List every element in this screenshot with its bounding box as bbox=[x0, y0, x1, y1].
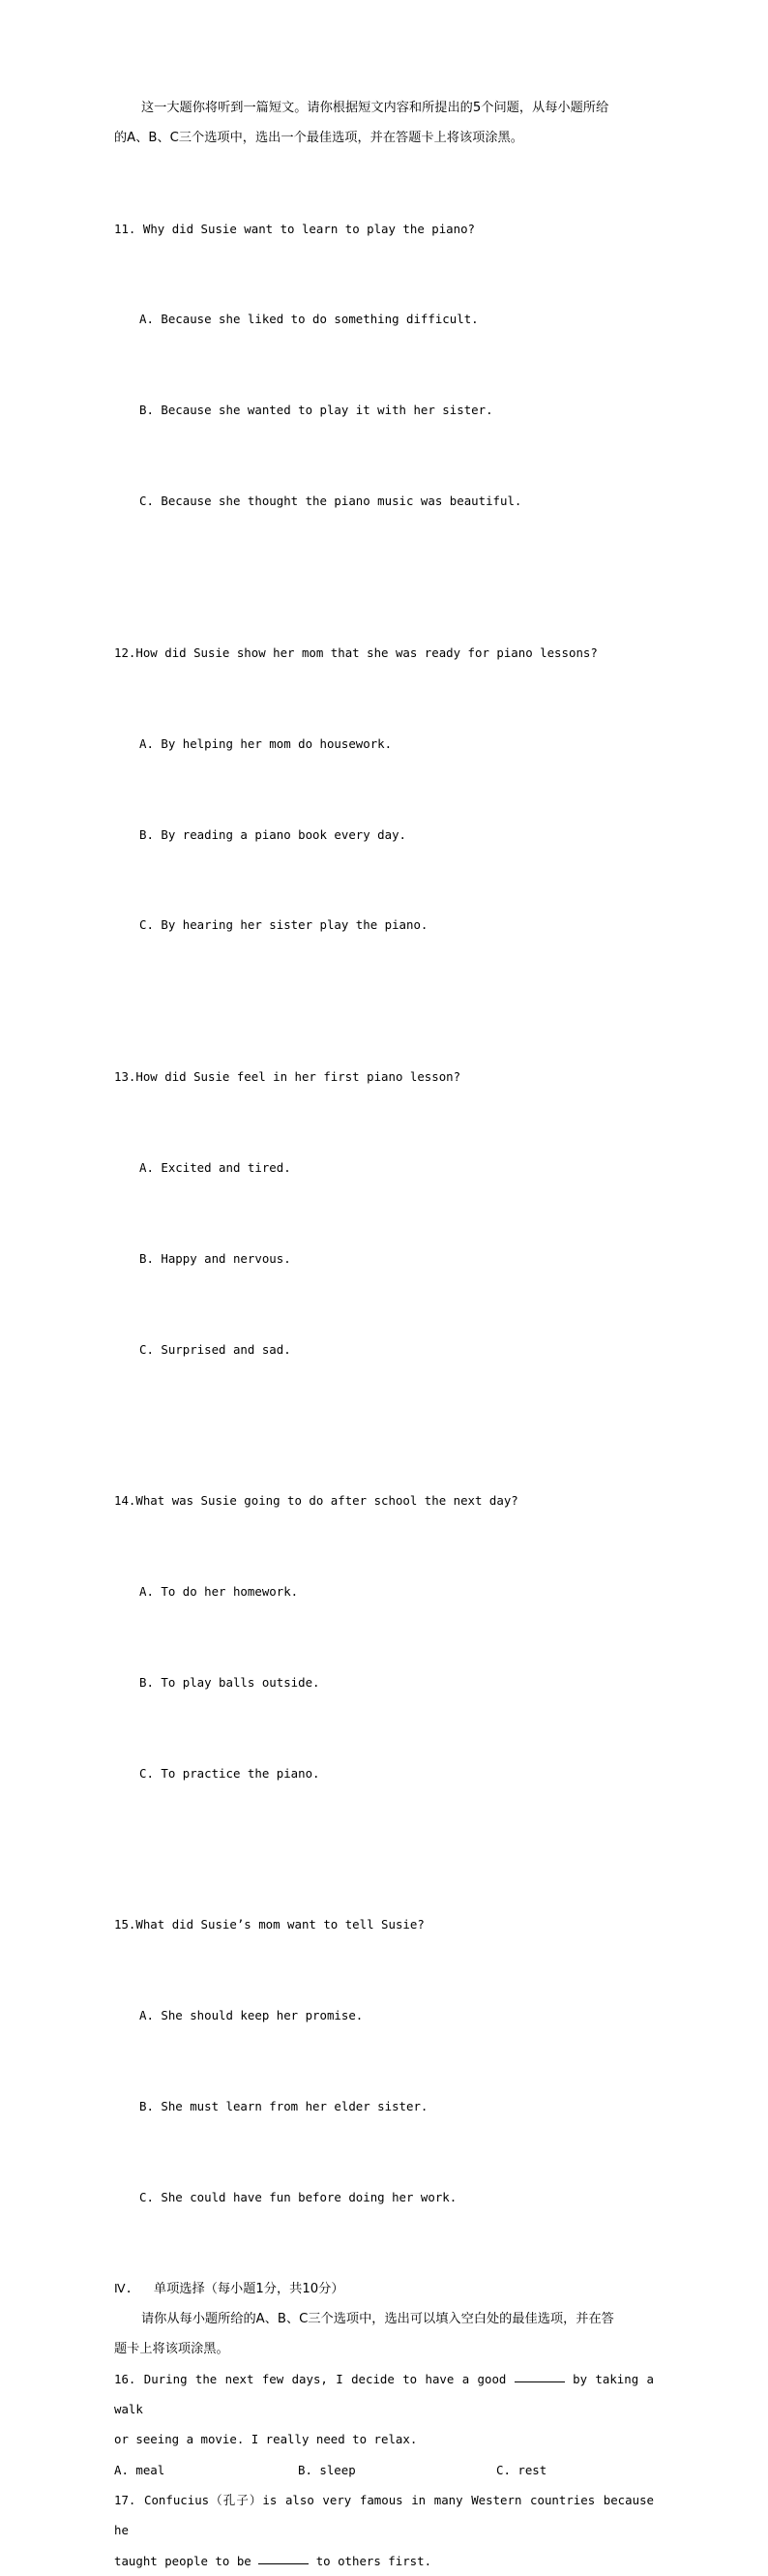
question-text: Why did Susie want to learn to play the piano? bbox=[142, 221, 476, 236]
listening-question-11 bbox=[114, 153, 654, 577]
option-b[interactable]: B. Because she wanted to play it with her sister. bbox=[139, 403, 493, 418]
question-number: 17. bbox=[114, 2492, 136, 2507]
question-number: 12. bbox=[114, 644, 136, 660]
listening-intro bbox=[114, 93, 654, 153]
section-4-directions bbox=[114, 2304, 654, 2364]
listening-question-14 bbox=[114, 1424, 654, 1848]
option-b[interactable]: B. To play balls outside. bbox=[139, 1674, 320, 1690]
listening-intro-line2: 的A、B、C三个选项中，选出一个最佳选项，并在答题卡上将该项涂黑。 bbox=[114, 131, 523, 145]
question-text-part2: by taking a walk bbox=[114, 2371, 654, 2417]
question-stem bbox=[114, 1485, 654, 1515]
inline-options bbox=[114, 2455, 654, 2485]
option-b[interactable]: B. By reading a piano book every day. bbox=[139, 826, 407, 842]
question-text: How did Susie show her mom that she was ready for piano lessons? bbox=[135, 644, 598, 660]
question-stem bbox=[114, 214, 654, 244]
question-stem bbox=[114, 638, 654, 668]
listening-question-12 bbox=[114, 577, 654, 1001]
question-number: 14. bbox=[114, 1493, 136, 1509]
directions-line1: 请你从每小题所给的A、B、C三个选项中，选出可以填入空白处的最佳选项，并在答 bbox=[141, 2311, 614, 2326]
question-stem bbox=[114, 2485, 654, 2546]
option-a[interactable]: A. Because she liked to do something difficult. bbox=[139, 312, 479, 327]
option-b[interactable]: B. Happy and nervous. bbox=[139, 1250, 291, 1266]
question-number: 13. bbox=[114, 1068, 136, 1084]
question-number: 11. bbox=[114, 221, 136, 236]
question-stem bbox=[114, 1909, 654, 1939]
option-c[interactable]: C. Surprised and sad. bbox=[139, 1341, 291, 1357]
question-text: How did Susie feel in her first piano lesson? bbox=[135, 1068, 461, 1084]
question-text-line1: Confucius（孔子）is also very famous in many Western countries because he bbox=[114, 2492, 654, 2538]
option-c[interactable]: C. By hearing her sister play the piano. bbox=[139, 917, 428, 933]
listening-question-13 bbox=[114, 1001, 654, 1424]
directions-line2: 题卡上将该项涂黑。 bbox=[114, 2341, 229, 2356]
blank-field[interactable] bbox=[515, 2381, 565, 2382]
question-text-line2: or seeing a movie. I really need to relax. bbox=[114, 2432, 418, 2447]
listening-intro-line1: 这一大题你将听到一篇短文。请你根据短文内容和所提出的5个问题，从每小题所给 bbox=[141, 101, 609, 115]
option-a[interactable]: A. By helping her mom do housework. bbox=[139, 735, 393, 751]
blank-field[interactable] bbox=[258, 2563, 309, 2564]
section-roman-numeral: Ⅳ. bbox=[114, 2280, 133, 2295]
section-title: 单项选择（每小题1分，共10分） bbox=[153, 2281, 344, 2296]
question-stem bbox=[114, 2364, 654, 2425]
option-b[interactable]: B. She must learn from her elder sister. bbox=[139, 2099, 428, 2113]
option-c[interactable]: C. rest bbox=[496, 2462, 547, 2477]
option-c[interactable]: C. To practice the piano. bbox=[139, 1765, 320, 1781]
option-a[interactable]: A. She should keep her promise. bbox=[139, 2008, 364, 2023]
section-4-heading bbox=[114, 2273, 654, 2304]
option-a[interactable]: A. Excited and tired. bbox=[139, 1159, 291, 1175]
option-c[interactable]: C. Because she thought the piano music was beautiful. bbox=[139, 494, 522, 509]
question-stem bbox=[114, 1062, 654, 1092]
option-a[interactable]: A. To do her homework. bbox=[139, 1583, 299, 1599]
question-stem-line2 bbox=[114, 2546, 654, 2576]
question-text-part1: taught people to be bbox=[114, 2553, 251, 2568]
question-text-part2: to others first. bbox=[315, 2553, 432, 2568]
mc-question-16 bbox=[114, 2364, 654, 2485]
mc-question-17 bbox=[114, 2485, 654, 2576]
option-b[interactable]: B. sleep bbox=[298, 2462, 356, 2477]
question-text: What was Susie going to do after school the next day? bbox=[135, 1493, 518, 1509]
listening-question-15 bbox=[114, 1849, 654, 2273]
question-text-part1: During the next few days, I decide to have a good bbox=[143, 2371, 507, 2386]
option-a[interactable]: A. meal bbox=[114, 2462, 165, 2477]
option-c[interactable]: C. She could have fun before doing her work. bbox=[139, 2189, 458, 2204]
question-number: 15. bbox=[114, 1917, 136, 1932]
question-number: 16. bbox=[114, 2371, 136, 2386]
question-text: What did Susie’s mom want to tell Susie? bbox=[135, 1917, 425, 1932]
